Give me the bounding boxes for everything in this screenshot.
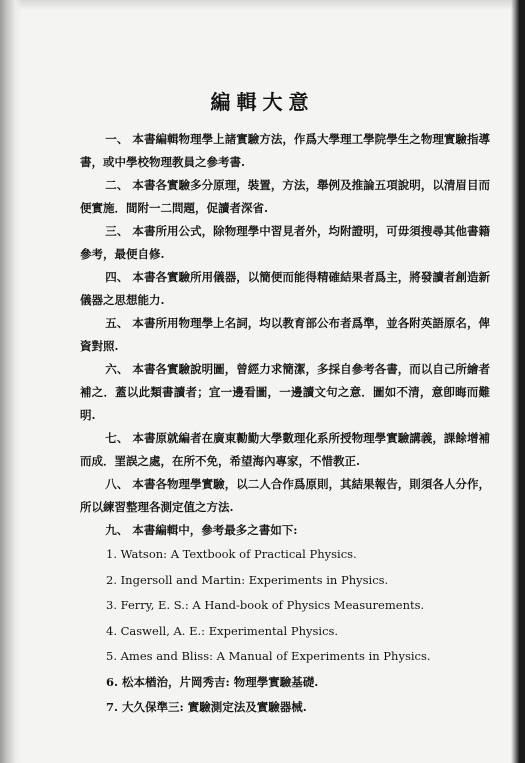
reference-item: 3. Ferry, E. S.: A Hand-book of Physics Measurements.: [106, 598, 425, 612]
reference-item: 4. Caswell, A. E.: Experimental Physics.: [106, 623, 339, 638]
preface-body: [80, 128, 490, 721]
reference-item: 6. 松本楢治，片岡秀吉: 物理學實驗基礎.: [106, 674, 319, 689]
scan-edge-top: [0, 0, 525, 10]
reference-item: 2. Ingersoll and Martin: Experiments in Physics.: [106, 572, 389, 587]
reference-item: 5. Ames and Bliss: A Manual of Experiments in Physics.: [106, 649, 431, 663]
paragraph-4: 四、 本書各實驗所用儀器，以簡便而能得精確結果者爲主，將發讀者創造新儀器之思想能力.: [80, 270, 490, 307]
reference-item: 1. Watson: A Textbook of Practical Physics.: [106, 547, 357, 561]
paragraph-8: 八、 本書各物理學實驗，以二人合作爲原則，其結果報告，則須各人分作，所以練習整理各測定值之方法.: [80, 477, 490, 514]
page-title: 編輯大意: [210, 90, 315, 114]
paragraph-3: 三、 本書所用公式，除物理學中習見者外，均附證明，可毋須搜尋其他書籍參考，最便自修.: [80, 224, 490, 261]
reference-list: [80, 542, 490, 721]
reference-item: 7. 大久保準三: 實驗測定法及實驗器械.: [106, 700, 307, 714]
paragraph-2: 二、 本書各實驗多分原理，裝置，方法，舉例及推論五項說明，以清眉目而便實施．間附一二問題，促讀者深省.: [80, 178, 490, 215]
paragraph-7: 七、 本書原就編者在廣東勷勤大學數理化系所授物理學實驗講義，課餘增補而成．罣誤之處，在所不免，希望海內專家，不惜教正.: [80, 431, 490, 468]
paragraph-6: 六、 本書各實驗說明圖，曾經力求簡潔，多採自參考各書，而以自己所繪者補之．蓋以此類書讀者；宜一邊看圖，一邊讀文句之意．圖如不清，意卽晦而難明.: [80, 362, 490, 422]
paragraph-9: 九、 本書編輯中，參考最多之書如下:: [105, 523, 298, 537]
paragraph-1: 一、 本書編輯物理學上諸實驗方法，作爲大學理工學院學生之物理實驗指導書，或中學校物理教員之參考書.: [80, 132, 490, 169]
paragraph-5: 五、 本書所用物理學上名詞，均以教育部公布者爲準，並各附英語原名，俾資對照.: [80, 316, 490, 353]
